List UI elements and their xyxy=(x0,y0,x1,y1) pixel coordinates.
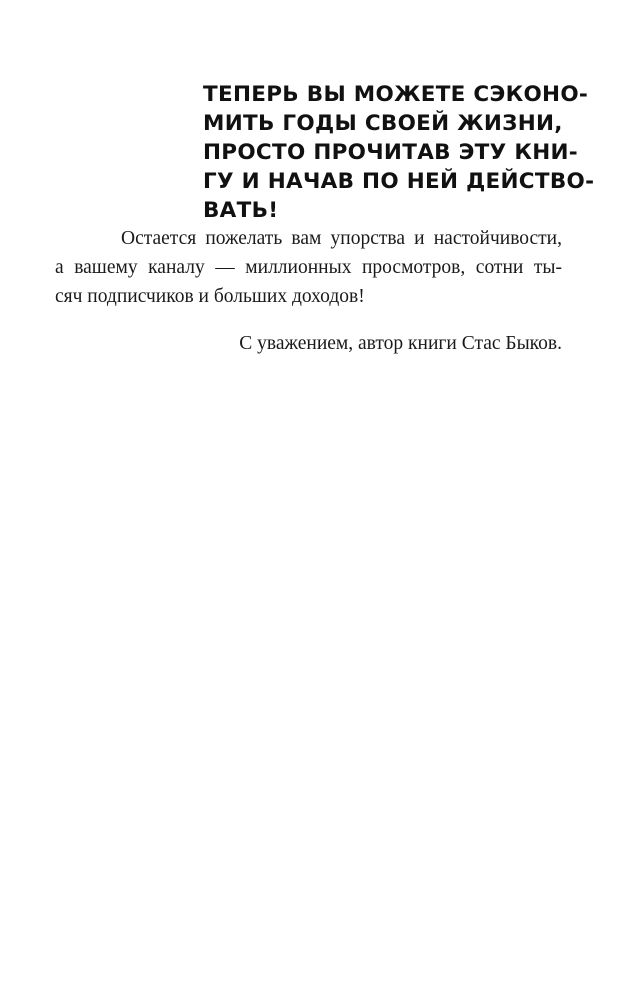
callout-line: МИТЬ ГОДЫ СВОЕЙ ЖИЗНИ, xyxy=(203,111,563,136)
paragraph-line: а вашему каналу — миллионных просмотров, сотни ты- xyxy=(55,257,562,278)
paragraph-line: сяч подписчиков и больших доходов! xyxy=(55,286,365,307)
closing-paragraph xyxy=(55,224,562,311)
callout-line: ГУ И НАЧАВ ПО НЕЙ ДЕЙСТВО- xyxy=(203,169,595,194)
paragraph-line: Остается пожелать вам упорства и настойчивости, xyxy=(121,228,562,249)
callout-line: ПРОСТО ПРОЧИТАВ ЭТУ КНИ- xyxy=(203,140,578,165)
callout-line: ВАТЬ! xyxy=(203,198,279,223)
callout-line: ТЕПЕРЬ ВЫ МОЖЕТЕ СЭКОНО- xyxy=(203,82,589,107)
author-signature: С уважением, автор книги Стас Быков. xyxy=(239,333,562,354)
bold-callout xyxy=(203,80,595,225)
